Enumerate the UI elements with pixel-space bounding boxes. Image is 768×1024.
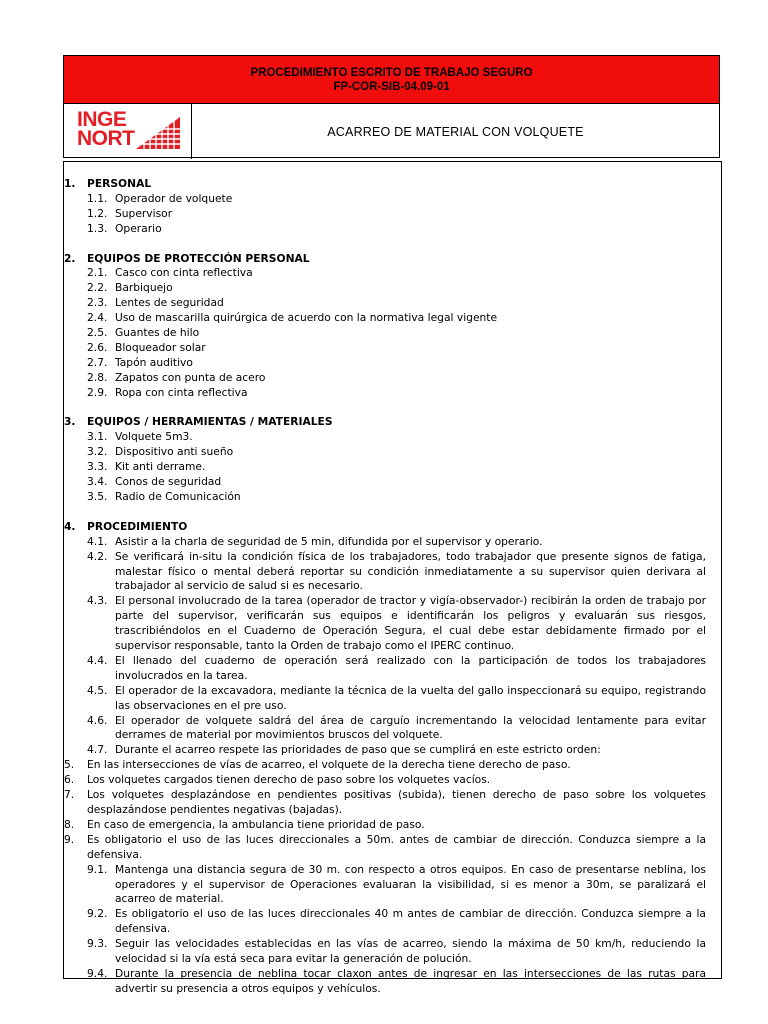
section-number: 1. [64, 177, 76, 190]
list-item: 9.2. Es obligatorio el uso de las luces direccionales 40 m antes de cambiar de dirección. Conduzca siempre a la defensiva. [87, 907, 706, 936]
list-item: 3.5. Radio de Comunicación [87, 490, 241, 503]
list-item: 5. En las intersecciones de vías de acarreo, el volquete de la derecha tiene derecho de paso. [64, 758, 571, 772]
logo-cell [64, 104, 192, 159]
list-item: 4.6. El operador de volquete saldrá del área de carguío incrementando la velocidad lentamente para evitar derrames de material por movimientos bruscos del volquete. [87, 713, 706, 742]
list-item: 4.7. Durante el acarreo respete las prioridades de paso que se cumplirá en este estricto orden: [87, 743, 601, 757]
section-personal [64, 177, 706, 237]
section-title: EQUIPOS DE PROTECCIÓN PERSONAL [87, 251, 310, 265]
list-item: 2.3. Lentes de seguridad [87, 296, 224, 310]
list-item: 4.4. El llenado del cuaderno de operación será realizado con la participación de todos los trabajadores involucrados en la tarea. [87, 653, 706, 682]
list-item: 2.1. Casco con cinta reflectiva [87, 266, 253, 280]
section-procedure [64, 520, 706, 997]
list-item: 3.2. Dispositivo anti sueño [87, 445, 234, 459]
procedure-title: PROCEDIMIENTO ESCRITO DE TRABAJO SEGURO [250, 66, 533, 79]
list-item: 6. Los volquetes cargados tienen derecho de paso sobre los volquetes vacíos. [64, 773, 491, 787]
list-item: 8. En caso de emergencia, la ambulancia tiene prioridad de paso. [64, 817, 425, 831]
document-title: ACARREO DE MATERIAL CON VOLQUETE [327, 124, 584, 139]
procedure-content [64, 177, 706, 997]
section-equipment [64, 415, 706, 504]
list-item: 7. Los volquetes desplazándose en pendientes positivas (subida), tienen derecho de paso sobre los volquetes desplazándose pendientes negativas (bajadas). [64, 788, 706, 817]
building-logo-icon [136, 113, 180, 149]
list-item: 9.3. Seguir las velocidades establecidas en las vías de acarreo, siendo la máxima de 50 km/h, reduciendo la velocidad si la vía está seca para evitar la generación de polución. [87, 937, 706, 966]
section-number: 3. [64, 415, 76, 429]
section-title: EQUIPOS / HERRAMIENTAS / MATERIALES [87, 415, 333, 429]
procedure-code: FP-COR-SIB-04.09-01 [333, 80, 450, 93]
list-item: 1.1. Operador de volquete [87, 191, 233, 205]
section-title: PERSONAL [87, 177, 152, 190]
list-item: 3.4. Conos de seguridad [87, 475, 222, 489]
section-epp [64, 252, 706, 401]
list-item: 2.6. Bloqueador solar [87, 340, 206, 354]
document-header [63, 55, 720, 158]
list-item: 3.3. Kit anti derrame. [87, 460, 206, 474]
list-item: 4.1. Asistir a la charla de seguridad de 5 min, difundida por el supervisor y operario. [87, 534, 543, 548]
company-logo: INGE NORT [77, 108, 135, 150]
list-item: 1.2. Supervisor [87, 206, 173, 220]
title-band [64, 56, 719, 104]
list-item: 2.7. Tapón auditivo [87, 355, 193, 369]
list-item: 9.4. Durante la presencia de neblina tocar claxon antes de ingresar en las intersecciones de las rutas para advertir su presencia a otros equipos y vehículos. [87, 966, 706, 995]
list-item: 2.9. Ropa con cinta reflectiva [87, 385, 248, 399]
list-item: 9.1. Mantenga una distancia segura de 30 m. con respecto a otros equipos. En caso de presentarse neblina, los operadores y el supervisor de Operaciones evaluaran la visibilidad, si es menor a 30m, se paralizará el acarreo de material. [87, 862, 706, 906]
list-item: 4.2. Se verificará in-situ la condición física de los trabajadores, todo trabajador que presente signos de fatiga, malestar físico o mental deberá reportar su condición inmediatamente a su supervisor quien derivara al trabajador al servicio de salud si es necesario. [87, 549, 706, 593]
list-item: 2.2. Barbiquejo [87, 281, 173, 295]
list-item: 9. Es obligatorio el uso de las luces direccionales a 50m. antes de cambiar de dirección. Conduzca siempre a la defensiva. [64, 832, 706, 861]
section-number: 2. [64, 251, 76, 265]
list-item: 4.5. El operador de la excavadora, mediante la técnica de la vuelta del gallo inspeccionará su equipo, registrando las observaciones en el pre uso. [87, 683, 706, 712]
list-item: 4.3. El personal involucrado de la tarea (operador de tractor y vigía-observador-) recibirán la orden de trabajo por parte del supervisor, verificarán sus equipos e identificarán los peligros y evaluarán sus riesgos, trascribiéndolos en el Cuaderno de Operación Segura, el cual debe estar debidamente firmado por el supervisor responsable, tanto la Orden de trabajo como el IPERC continuo. [87, 594, 706, 653]
list-item: 2.5. Guantes de hilo [87, 326, 200, 340]
section-number: 4. [64, 519, 76, 533]
section-title: PROCEDIMIENTO [87, 519, 188, 533]
list-item: 1.3. Operario [87, 221, 162, 235]
list-item: 2.8. Zapatos con punta de acero [87, 370, 266, 384]
list-item: 2.4. Uso de mascarilla quirúrgica de acuerdo con la normativa legal vigente [87, 311, 498, 325]
list-item: 3.1. Volquete 5m3. [87, 430, 193, 444]
